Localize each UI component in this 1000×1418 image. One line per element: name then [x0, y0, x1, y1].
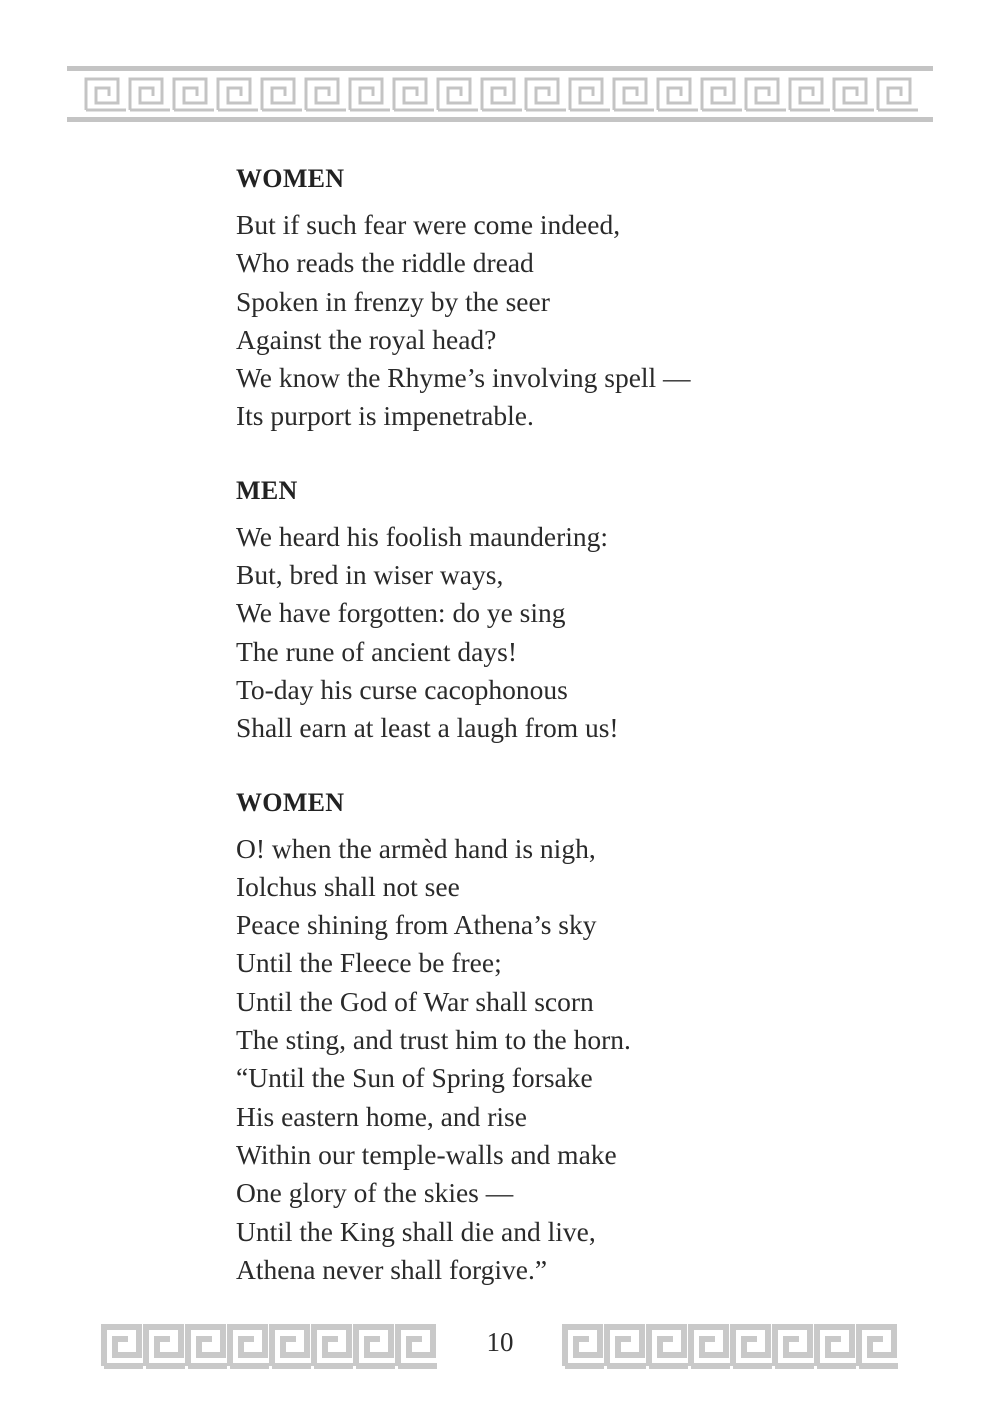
verse-line: Until the Fleece be free; [236, 947, 502, 979]
verse-line: O! when the armèd hand is nigh, [236, 832, 596, 864]
verse-line: Spoken in frenzy by the seer [236, 285, 550, 317]
greek-key-top-border [67, 66, 933, 122]
verse-line: Its purport is impenetrable. [236, 400, 534, 432]
verse-line: One glory of the skies — [236, 1177, 514, 1209]
speaker-heading: MEN [236, 475, 298, 505]
verse-line: Shall earn at least a laugh from us! [236, 712, 619, 744]
verse-line: His eastern home, and rise [236, 1100, 527, 1132]
verse-line: Until the King shall die and live, [236, 1215, 596, 1247]
speaker-heading: WOMEN [236, 787, 345, 817]
verse-line: Peace shining from Athena’s sky [236, 909, 597, 941]
verse-line: Who reads the riddle dread [236, 247, 534, 279]
verse-line: To-day his curse cacophonous [236, 673, 568, 705]
page-number: 10 [486, 1327, 514, 1357]
poem-text [236, 160, 796, 1289]
verse-line: Until the God of War shall scorn [236, 985, 594, 1017]
verse-line: The rune of ancient days! [236, 635, 517, 667]
verse-line: We know the Rhyme’s involving spell — [236, 362, 691, 394]
speaker-heading: WOMEN [236, 164, 345, 193]
verse-line: But, bred in wiser ways, [236, 559, 504, 591]
verse-line: Athena never shall forgive.” [236, 1253, 548, 1285]
verse-line: Against the royal head? [236, 323, 497, 355]
stanza [236, 784, 796, 1290]
verse-line: But if such fear were come indeed, [236, 209, 621, 240]
verse-line: We heard his foolish maundering: [236, 520, 609, 552]
verse-line: Iolchus shall not see [236, 870, 460, 902]
stanza [236, 472, 796, 748]
verse-line: The sting, and trust him to the horn. [236, 1024, 631, 1056]
verse-line: “Until the Sun of Spring forsake [236, 1062, 593, 1094]
verse-line: We have forgotten: do ye sing [236, 597, 566, 629]
stanza [236, 160, 796, 436]
greek-key-bottom-right-border [560, 1323, 900, 1369]
greek-key-bottom-left-border [100, 1323, 438, 1369]
verse-line: Within our temple-walls and make [236, 1138, 617, 1170]
